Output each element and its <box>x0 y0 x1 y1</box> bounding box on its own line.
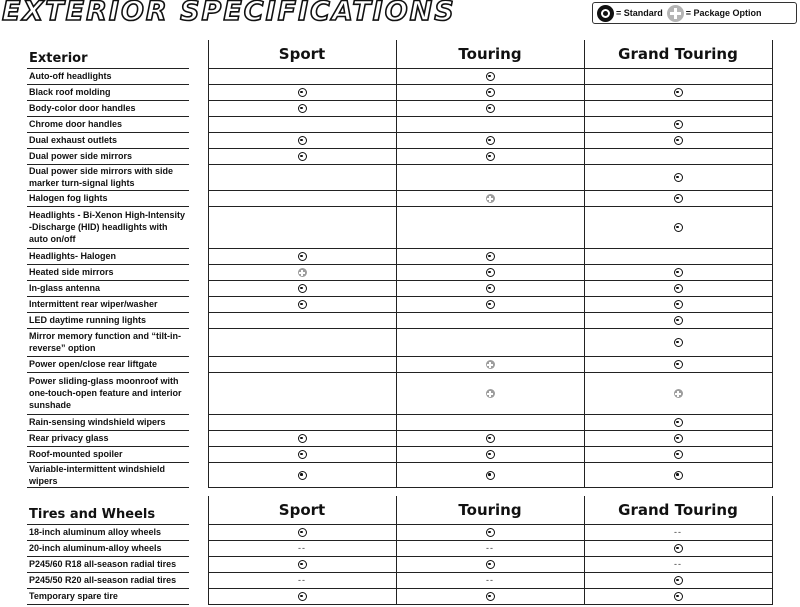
feature-label: Roof-mounted spoiler <box>27 446 189 462</box>
not-available-dash: -- <box>486 543 494 553</box>
standard-icon <box>486 284 495 293</box>
standard-icon <box>674 300 683 309</box>
value-cell <box>584 264 772 280</box>
value-cell <box>208 572 396 588</box>
standard-icon <box>486 528 495 537</box>
legend-standard <box>597 5 663 22</box>
value-cell <box>208 372 396 414</box>
standard-icon <box>298 434 307 443</box>
feature-label: Rain-sensing windshield wipers <box>27 414 189 430</box>
value-cell <box>396 100 584 116</box>
package-option-icon <box>486 360 495 369</box>
not-available-dash: -- <box>674 559 682 569</box>
feature-label: 18-inch aluminum alloy wheels <box>27 524 189 540</box>
standard-icon <box>674 450 683 459</box>
table-row <box>27 588 772 604</box>
feature-label: 20-inch aluminum-alloy wheels <box>27 540 189 556</box>
standard-icon <box>298 252 307 261</box>
value-cell <box>208 296 396 312</box>
value-cell <box>208 356 396 372</box>
value-cell <box>396 206 584 248</box>
value-cell <box>396 312 584 328</box>
legend-standard-label: = Standard <box>616 8 663 18</box>
column-grand-touring: Grand Touring <box>584 40 772 68</box>
value-cell <box>396 588 584 604</box>
standard-icon <box>597 5 614 22</box>
table-row <box>27 148 772 164</box>
feature-label: In-glass antenna <box>27 280 189 296</box>
legend-option <box>667 5 762 22</box>
value-cell <box>584 132 772 148</box>
package-option-icon <box>486 194 495 203</box>
value-cell <box>396 524 584 540</box>
legend-option-label: = Package Option <box>685 8 762 18</box>
value-cell <box>208 312 396 328</box>
column-touring: Touring <box>396 40 584 68</box>
value-cell <box>396 372 584 414</box>
table-row <box>27 462 772 487</box>
table-row <box>27 572 772 588</box>
standard-icon <box>298 152 307 161</box>
value-cell <box>396 572 584 588</box>
value-cell <box>584 572 772 588</box>
value-cell <box>208 164 396 190</box>
value-cell <box>208 588 396 604</box>
value-cell <box>396 164 584 190</box>
value-cell <box>584 296 772 312</box>
table-row <box>27 190 772 206</box>
feature-label: Mirror memory function and “tilt-in-reverse” option <box>27 328 189 356</box>
value-cell <box>584 588 772 604</box>
standard-icon <box>674 194 683 203</box>
standard-icon <box>674 223 683 232</box>
value-cell <box>208 206 396 248</box>
standard-icon <box>486 104 495 113</box>
table-row <box>27 430 772 446</box>
value-cell <box>208 328 396 356</box>
standard-icon <box>674 418 683 427</box>
package-option-icon <box>667 5 684 22</box>
exterior-table <box>27 40 773 488</box>
table-row <box>27 446 772 462</box>
standard-icon <box>298 88 307 97</box>
value-cell <box>208 68 396 84</box>
tires-table <box>27 496 773 605</box>
standard-icon <box>298 300 307 309</box>
page-title: EXTERIOR SPECIFICATIONS <box>2 0 456 27</box>
standard-icon <box>486 450 495 459</box>
column-sport: Sport <box>208 40 396 68</box>
standard-icon <box>674 360 683 369</box>
value-cell <box>208 462 396 487</box>
standard-icon <box>674 316 683 325</box>
value-cell <box>208 100 396 116</box>
value-cell <box>396 190 584 206</box>
table-row <box>27 328 772 356</box>
table-row <box>27 206 772 248</box>
feature-label: Black roof molding <box>27 84 189 100</box>
feature-label: Body-color door handles <box>27 100 189 116</box>
value-cell <box>396 280 584 296</box>
value-cell <box>208 248 396 264</box>
standard-icon <box>674 576 683 585</box>
table-row <box>27 356 772 372</box>
not-available-dash: -- <box>486 575 494 585</box>
standard-icon <box>674 338 683 347</box>
value-cell <box>396 296 584 312</box>
legend <box>592 2 797 24</box>
table-row <box>27 84 772 100</box>
value-cell <box>584 206 772 248</box>
feature-label: Variable-intermittent windshield wipers <box>27 462 189 487</box>
standard-icon <box>298 592 307 601</box>
value-cell <box>584 430 772 446</box>
table-row <box>27 264 772 280</box>
value-cell <box>584 190 772 206</box>
value-cell <box>396 462 584 487</box>
value-cell <box>584 148 772 164</box>
value-cell <box>396 328 584 356</box>
value-cell <box>584 524 772 540</box>
table-row <box>27 556 772 572</box>
not-available-dash: -- <box>674 527 682 537</box>
package-option-icon <box>298 268 307 277</box>
feature-label: Chrome door handles <box>27 116 189 132</box>
value-cell <box>584 372 772 414</box>
value-cell <box>396 248 584 264</box>
value-cell <box>208 556 396 572</box>
table-row <box>27 524 772 540</box>
value-cell <box>584 68 772 84</box>
feature-label: Power open/close rear liftgate <box>27 356 189 372</box>
value-cell <box>396 132 584 148</box>
standard-icon <box>486 560 495 569</box>
standard-icon <box>674 471 683 480</box>
standard-icon <box>486 471 495 480</box>
table-row <box>27 164 772 190</box>
value-cell <box>396 84 584 100</box>
standard-icon <box>486 592 495 601</box>
feature-label: Headlights- Halogen <box>27 248 189 264</box>
standard-icon <box>298 528 307 537</box>
standard-icon <box>674 173 683 182</box>
value-cell <box>584 248 772 264</box>
standard-icon <box>486 434 495 443</box>
standard-icon <box>674 88 683 97</box>
value-cell <box>208 148 396 164</box>
standard-icon <box>674 434 683 443</box>
tires-header-row <box>27 496 772 524</box>
feature-label: Dual power side mirrors <box>27 148 189 164</box>
standard-icon <box>298 136 307 145</box>
not-available-dash: -- <box>298 575 306 585</box>
value-cell <box>208 280 396 296</box>
standard-icon <box>674 136 683 145</box>
standard-icon <box>486 72 495 81</box>
table-row <box>27 296 772 312</box>
not-available-dash: -- <box>298 543 306 553</box>
value-cell <box>584 100 772 116</box>
feature-label: Headlights - Bi-Xenon High-Intensity -Discharge (HID) headlights with auto on/off <box>27 206 189 248</box>
package-option-icon <box>486 389 495 398</box>
feature-label: Halogen fog lights <box>27 190 189 206</box>
exterior-header-row <box>27 40 772 68</box>
value-cell <box>584 540 772 556</box>
value-cell <box>208 116 396 132</box>
feature-label: LED daytime running lights <box>27 312 189 328</box>
value-cell <box>208 84 396 100</box>
value-cell <box>396 116 584 132</box>
value-cell <box>396 556 584 572</box>
table-row <box>27 248 772 264</box>
value-cell <box>584 328 772 356</box>
standard-icon <box>674 120 683 129</box>
value-cell <box>584 462 772 487</box>
value-cell <box>584 116 772 132</box>
column-touring: Touring <box>396 496 584 524</box>
value-cell <box>208 264 396 280</box>
package-option-icon <box>674 389 683 398</box>
standard-icon <box>298 560 307 569</box>
table-row <box>27 540 772 556</box>
standard-icon <box>674 592 683 601</box>
tires-heading: Tires and Wheels <box>27 496 189 524</box>
table-row <box>27 100 772 116</box>
standard-icon <box>298 450 307 459</box>
value-cell <box>396 356 584 372</box>
table-row <box>27 68 772 84</box>
standard-icon <box>486 152 495 161</box>
feature-label: Dual exhaust outlets <box>27 132 189 148</box>
value-cell <box>208 524 396 540</box>
value-cell <box>396 148 584 164</box>
value-cell <box>396 446 584 462</box>
table-row <box>27 280 772 296</box>
feature-label: Dual power side mirrors with side marker turn-signal lights <box>27 164 189 190</box>
value-cell <box>208 190 396 206</box>
table-row <box>27 132 772 148</box>
value-cell <box>208 446 396 462</box>
standard-icon <box>674 544 683 553</box>
standard-icon <box>674 284 683 293</box>
value-cell <box>396 430 584 446</box>
standard-icon <box>486 136 495 145</box>
value-cell <box>584 84 772 100</box>
feature-label: Auto-off headlights <box>27 68 189 84</box>
table-row <box>27 372 772 414</box>
value-cell <box>396 68 584 84</box>
standard-icon <box>298 104 307 113</box>
standard-icon <box>298 284 307 293</box>
column-grand-touring: Grand Touring <box>584 496 772 524</box>
value-cell <box>208 414 396 430</box>
value-cell <box>584 414 772 430</box>
standard-icon <box>298 471 307 480</box>
table-row <box>27 312 772 328</box>
exterior-heading: Exterior <box>27 40 189 68</box>
standard-icon <box>486 300 495 309</box>
value-cell <box>584 556 772 572</box>
value-cell <box>208 540 396 556</box>
value-cell <box>208 132 396 148</box>
value-cell <box>396 540 584 556</box>
value-cell <box>584 312 772 328</box>
standard-icon <box>674 268 683 277</box>
feature-label: P245/60 R18 all-season radial tires <box>27 556 189 572</box>
column-sport: Sport <box>208 496 396 524</box>
table-row <box>27 414 772 430</box>
feature-label: Power sliding-glass moonroof with one-touch-open feature and interior sunshade <box>27 372 189 414</box>
feature-label: Rear privacy glass <box>27 430 189 446</box>
value-cell <box>584 446 772 462</box>
value-cell <box>208 430 396 446</box>
value-cell <box>584 356 772 372</box>
feature-label: Temporary spare tire <box>27 588 189 604</box>
feature-label: Heated side mirrors <box>27 264 189 280</box>
value-cell <box>584 280 772 296</box>
table-row <box>27 116 772 132</box>
value-cell <box>584 164 772 190</box>
feature-label: Intermittent rear wiper/washer <box>27 296 189 312</box>
standard-icon <box>486 88 495 97</box>
standard-icon <box>486 268 495 277</box>
value-cell <box>396 264 584 280</box>
standard-icon <box>486 252 495 261</box>
value-cell <box>396 414 584 430</box>
feature-label: P245/50 R20 all-season radial tires <box>27 572 189 588</box>
